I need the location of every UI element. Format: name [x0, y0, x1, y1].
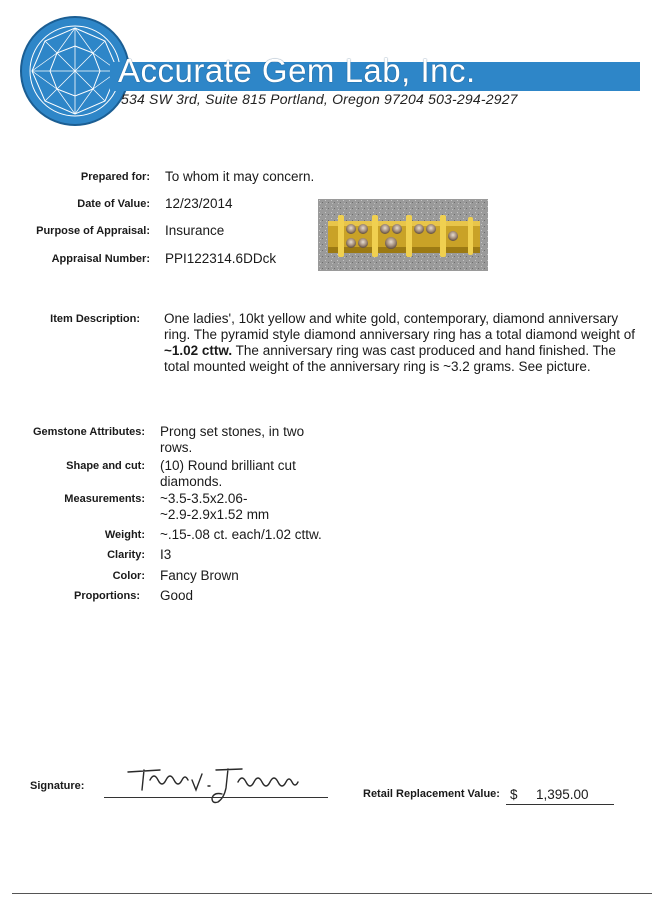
purpose-label: Purpose of Appraisal:: [36, 225, 150, 237]
weight-value: ~.15-.08 ct. each/1.02 cttw.: [160, 527, 322, 542]
clarity-value: I3: [160, 547, 172, 562]
gemstone-attributes-value: Prong set stones, in two rows.: [160, 424, 305, 455]
replacement-value: 1,395.00: [536, 787, 589, 802]
shape-and-cut-label: Shape and cut:: [66, 460, 145, 472]
measurements-label: Measurements:: [64, 493, 145, 505]
item-description-text-1: One ladies', 10kt yellow and white gold, contemporary, diamond anniversary ring. The pyramid style diamond anniversary ring has a total diamond weight of: [164, 311, 635, 342]
footer-rule: [12, 893, 652, 894]
prepared-for-label: Prepared for:: [80, 171, 150, 183]
signature-label: Signature:: [30, 780, 85, 792]
total-weight-bold: ~1.02 cttw.: [164, 343, 233, 358]
date-of-value: 12/23/2014: [165, 196, 233, 211]
prepared-for-value: To whom it may concern.: [165, 169, 315, 184]
color-value: Fancy Brown: [160, 568, 239, 583]
color-label: Color:: [112, 570, 145, 582]
signature-line: [104, 797, 328, 798]
appraisal-number-label: Appraisal Number:: [51, 253, 150, 265]
company-name: Accurate Gem Lab, Inc.: [118, 52, 476, 89]
replacement-value-underline: [506, 804, 614, 805]
measurements-value-2: ~2.9-2.9x1.52 mm: [160, 507, 270, 522]
gemstone-attributes-label: Gemstone Attributes:: [32, 426, 145, 438]
replacement-value-label: Retail Replacement Value:: [363, 788, 500, 800]
currency-symbol: $: [510, 787, 518, 802]
purpose-value: Insurance: [165, 223, 225, 238]
item-description-text-2: The anniversary ring was cast produced and hand finished. The total mounted weight of the anniversary ring is ~3.2 grams. See picture.: [164, 343, 616, 374]
shape-and-cut-value: (10) Round brilliant cut diamonds.: [160, 458, 296, 489]
proportions-label: Proportions:: [74, 590, 140, 602]
proportions-value: Good: [160, 588, 194, 603]
appraisal-number: PPI122314.6DDck: [165, 251, 277, 266]
item-description-label: Item Description:: [50, 313, 140, 325]
item-description: [164, 311, 642, 375]
ring-photo: [318, 199, 488, 271]
measurements-value-1: ~3.5-3.5x2.06-: [160, 491, 248, 506]
company-address: 534 SW 3rd, Suite 815 Portland, Oregon 97204 503-294-2927: [121, 91, 518, 107]
weight-label: Weight:: [104, 529, 145, 541]
date-of-value-label: Date of Value:: [77, 198, 150, 210]
handwritten-signature: [120, 758, 320, 810]
clarity-label: Clarity:: [107, 549, 145, 561]
